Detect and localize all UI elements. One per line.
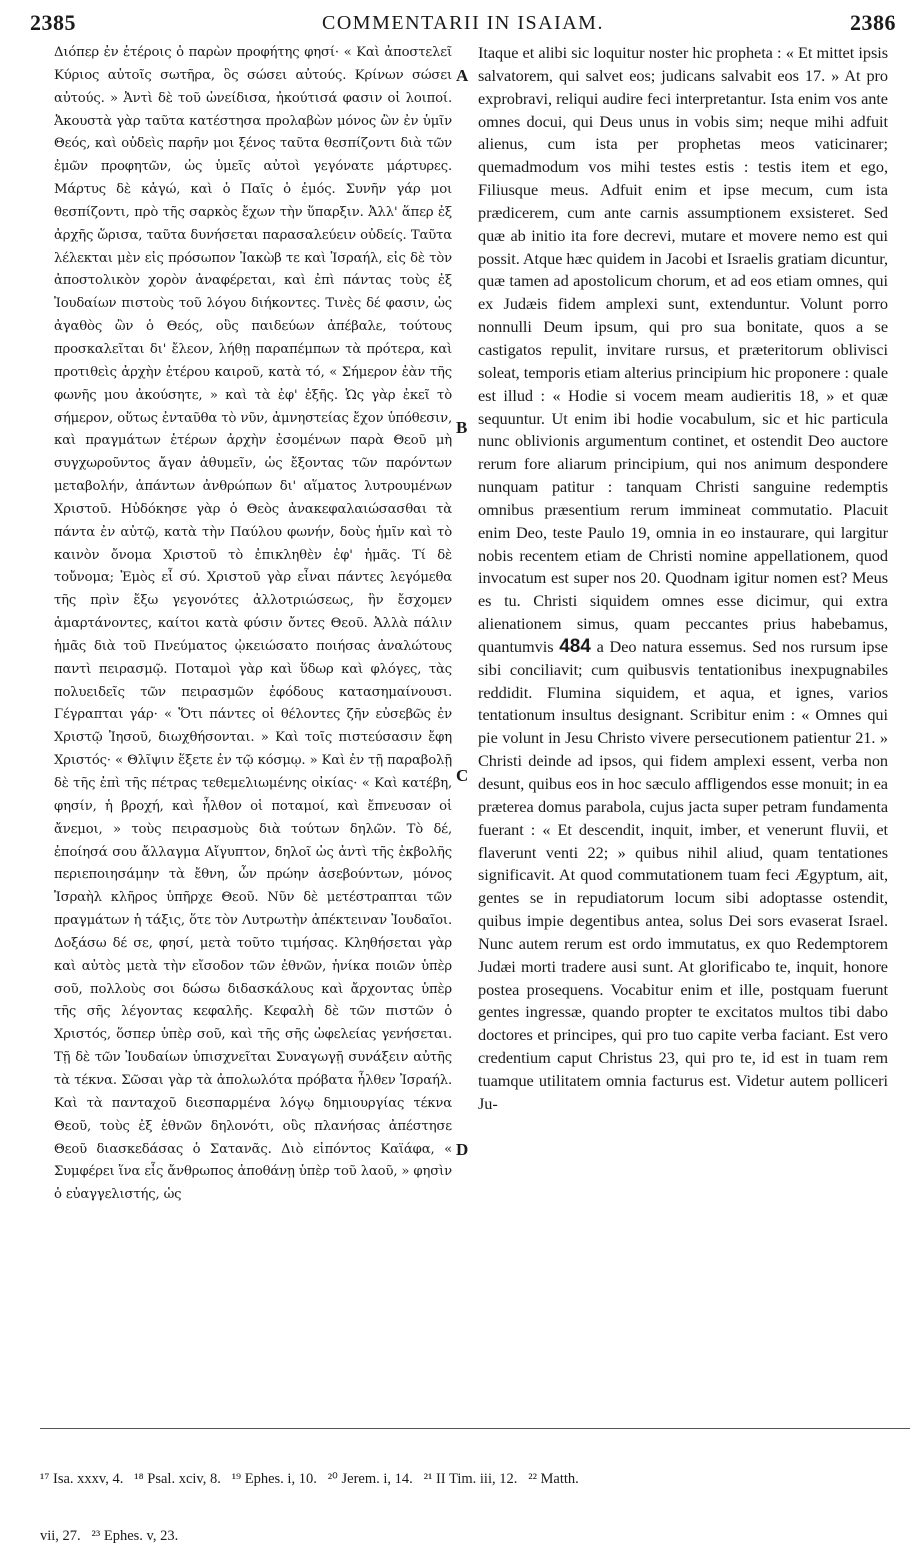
section-marker-d: D — [456, 1140, 469, 1159]
section-marker-c: C — [456, 766, 469, 785]
section-marker-a: A — [456, 66, 469, 85]
footnote-line: vii, 27. ²³ Ephes. v, 23. — [40, 1528, 179, 1544]
section-marker-b: B — [456, 418, 468, 437]
original-page-mark: 484 — [559, 635, 591, 657]
page-header — [30, 8, 896, 38]
latin-column — [478, 42, 888, 1424]
greek-column — [54, 42, 452, 1424]
page-number-left: 2385 — [30, 10, 76, 35]
greek-text: Διόπερ ἐν ἑτέροις ὁ παρὼν προφήτης φησί· « Καὶ ἀποστελεῖ Κύριος αὐτοῖς σωτῆρα, ὃς σώσει αὐτούς. Κρίνων σώσει αὐτούς. » Ἀντὶ δὲ τοῦ ὠνείδισα, ἠκούτισά φασιν οἱ λοιποί. Ἀκουστὰ γὰρ ταῦτα κατέστησα προλαβὼν μόνος ὢν ἐν ὑμῖν Θεός, καὶ οὐδεὶς παρῆν μοι ξένος ταῦτα θεσπίζοντι διὰ τῶν ἐμῶν προφητῶν, ὡς ὑμεῖς αὐτοὶ γεγόνατε μάρτυρες. Μάρτυς δὲ κἀγώ, καὶ ὁ Παῖς ὁ ἐμός. Συνῆν γάρ μοι θεσπίζοντι, πρὸ τῆς σαρκὸς ἔχων τὴν ὕπαρξιν. Ἀλλ' ἅπερ ἐξ ἀρχῆς ὥρισα, ταῦτα δυνήσεται παρασαλεύειν οὐδείς. Ταῦτα λέλεκται μὲν εἰς πρόσωπον Ἰακὼβ τε καὶ Ἰσραήλ, εἰς δὲ τὸν ἀποστολικὸν χορὸν ἀναφέρεται, καὶ ἐπὶ πάντας τοὺς ἐξ Ἰουδαίων πιστοὺς τοῦ λόγου διήκοντες. Τινὲς δέ φασιν, ὡς ἀγαθὸς ὢν ὁ Θεός, οὓς παιδεύων ἀπέβαλε, τούτους προσκαλεῖται δι' ἔλεον, λήθῃ παραπέμπων τὰ πρότερα, καὶ προτιθεὶς ἀρχὴν ἑτέρου καιροῦ, κατὰ τό, « Σήμερον ἐὰν τῆς φωνῆς μου ἀκούσητε, » καὶ τὰ ἐφ' ἑξῆς. Ὡς γὰρ ἐκεῖ τὸ σήμερον, οὕτως ἐνταῦθα τὸ νῦν, ἀμνηστείας ἔχον ὑπόθεσιν, καὶ πραγμάτων ἑτέρων ἀρχὴν ἐσομένων παρὰ Θεοῦ μὴ συγχωροῦντος ἄγαν ἀθυμεῖν, ὡς ἔξοντας τῶν παρόντων μεταβολήν, ἁπάντων ἀνθρώπων δι' αἵματος λυτρουμένων Χριστοῦ. Ηὐδόκησε γὰρ ὁ Θεὸς ἀνακεφαλαιώσασθαι τὰ πάντα ἐν αὐτῷ, κατὰ τὴν Παύλου φωνήν, δοὺς ἡμῖν καὶ τὸ καινὸν ὄνομα Χριστοῦ τὸ ἐπικληθὲν ἐφ' ἡμᾶς. Τί δὲ τοὔνομα; Ἐμὸς εἶ σύ. Χριστοῦ γὰρ εἶναι πάντες λεγόμεθα τῆς πρὶν ἔξω γεγονότες ἀλλοτριώσεως, ἣν ἔσχομεν ἁμαρτάνοντες, καίτοι κατὰ φύσιν ὄντες Θεοῦ. Ἀλλὰ πάλιν ἡμᾶς διὰ τοῦ Πνεύματος ᾠκειώσατο ποιήσας ἀναλώτους παντὶ πειρασμῷ. Ποταμοὶ γὰρ καὶ ὕδωρ καὶ φλόγες, τὰς πολυειδεῖς τῶν πειρασμῶν ἐφόδους κατασημαίνουσι. Γέγραπται γάρ· « Ὅτι πάντες οἱ θέλοντες ζῆν εὐσεβῶς ἐν Χριστῷ Ἰησοῦ, διωχθήσονται. » Καὶ τοῖς πιστεύσασιν ἔφη Χριστός· « Θλῖψιν ἕξετε ἐν τῷ κόσμῳ. » Καὶ ἐν τῇ παραβολῇ δὲ τῆς ἐπὶ τῆς πέτρας τεθεμελιωμένης οἰκίας· « Καὶ κατέβη, φησίν, ἡ βροχή, καὶ ἦλθον οἱ ποταμοί, καὶ ἔπνευσαν οἱ ἄνεμοι, » τοὺς πειρασμοὺς διὰ τούτων δηλῶν. Τὸ δέ, ἐποίησά σου ἄλλαγμα Αἴγυπτον, δηλοῖ ὡς ἀντὶ τῆς ἐκβολῆς περιεποιησάμην τὰ ἔθνη, ὧν πρώην ἀσεβούντων, μόνος Ἰσραὴλ κλῆρος ὑπῆρχε Θεοῦ. Νῦν δὲ μετέστραπται τῶν πραγμάτων ἡ τάξις, ὅτε τὸν Λυτρωτὴν ἀπέκτειναν Ἰουδαῖοι. Δοξάσω δέ σε, φησί, μετὰ τοῦτο τιμήσας. Κληθήσεται γὰρ καὶ αὐτὸς μετὰ τὴν εἴσοδον τῶν ἐθνῶν, ἡνίκα ποιῶν ὑπὲρ σοῦ, πολλοὺς σοι δώσω διδασκάλους καὶ ἄρχοντας ὑπὲρ τῆς σῆς λέγοντας κεφαλῆς. Κεφαλὴ δὲ τῶν πιστῶν ὁ Χριστός, ὅσπερ ὑπὲρ σοῦ, καὶ τῆς σῆς ὠφελείας γενήσεται. Τῇ δὲ τῶν Ἰουδαίων ὑπισχνεῖται Συναγωγῇ συνάξειν αὐτῆς τὰ τέκνα. Σῶσαι γὰρ τὰ ἀπολωλότα πρόβατα ἦλθεν Ἰσραήλ. Καὶ τὰ πανταχοῦ διεσπαρμένα λόγῳ δημιουργίας τέκνα Θεοῦ, τοὺς ἐξ ἐθνῶν δηλονότι, οὓς πλανήσας ἀπέστησε Θεοῦ διασκεδάσας ὁ Σατανᾶς. Διὸ εἰπόντος Καϊάφα, « Συμφέρει ἵνα εἷς ἄνθρωπος ἀποθάνῃ ὑπὲρ τοῦ λαοῦ, » φησὶν ὁ εὐαγγελιστής, ὡς — [54, 45, 452, 1203]
page-number-right: 2386 — [850, 10, 896, 35]
latin-text-after: a Deo natura essemus. Sed nos rursum ipse sibi conciliavit; cum quibusvis tentationibus inexpugnabiles reddidit. Flumina siquidem, et aqua, et ignes, varios tentationum insultus designant. Scribitur enim : « Omnes qui pie volunt in Jesu Christo vivere persecutionem patientur 21. » Christi deinde ad ipsos, qui fidem amplexi essent, verba non desunt, quibus eos in hoc sæculo affligendos esse monuit; in ea præterea domus parabola, cujus jacta super petram fundamenta fuerant : « Et descendit, inquit, imber, et venerunt fluvii, et flaverunt venti 22; » quibus nihil aliud, quam tentationes significavit. At quod commutationem tuam feci Ægyptum, ait, gentes se in repudiatorum locum sibi adoptasse ostendit, quibus impie degentibus antea, solus Dei sors evaserat Israel. Nunc autem rerum est ordo immutatus, ex quo Redemptorem Judæi morti tradere ausi sunt. At glorificabo te, inquit, honore postea prosequens. Vocabitur enim et ille, postquam fuerunt gentes ingressæ, quando propter te excitatos multos tibi dabo doctores et principes, qui pro tuo capite verba faciant. Est vero credentium caput Christus 23, qui pro te, id est in tuam rem tuamque utilitatem omnia facturus est. Videtur autem polliceri Ju- — [478, 636, 888, 1113]
footnote-line: ¹⁷ Isa. xxxv, 4. ¹⁸ Psal. xciv, 8. ¹⁹ Ephes. i, 10. ²⁰ Jerem. i, 14. ²¹ II Tim. iii, 12. ²² Matth. — [40, 1471, 579, 1487]
footnotes — [40, 1432, 910, 1565]
latin-text-before: Itaque et alibi sic loquitur noster hic propheta : « Et mittet ipsis salvatorem, qui salvet eos; judicans salvabit eos 17. » At pro exprobravi, reliqui audire feci interpretantur. Ista enim vos ante omnes docui, qui Deus unus in vobis sim; neque mihi adfuit alienus, cum ista per prophetas meos vaticinarer; quemadmodum vos mihi testes estis : testis item et ego, Filiusque meus. Adfuit enim et ipse mecum, cum ista prædicerem, cum ante carnis assumptionem exsisteret. Sed quæ ab initio ita fore decrevi, mutare et movere nemo est qui possit. Atque hæc quidem in Jacobi et Israelis gratiam dicuntur, quæ tamen ad apostolicum chorum, et ad eos etiam omnes, qui ex Judæis fidem amplexi sunt, extenduntur. Volunt porro nonnulli Deum ipsum, qui pro sua bonitate, quos a se castigatos repulit, invitare rursus, et præteritorum oblivisci soleat, temporis etiam alterius principium hic proponere : quale est illud : « Hodie si vocem meam audieritis 18, » et quæ sequuntur. Ut enim ibi hodie vocabulum, sic et hic particula nunc oblivionis argumentum continet, et ostendit Deo auctore rerum fore aliarum principium, qui nos animum despondere nunquam patitur : tanquam Christi sanguine redemptis omnibus præsentium rerum immineat commutatio. Placuit enim Deo, teste Paulo 19, omnia in eo instaurare, qui largitur nobis recentem etiam de Christi nomine appellationem, quod invocatum est super nos 20. Quodnam igitur nomen est? Meus es tu. Christi siquidem omnes esse dicimur, qui extra alienationem simus, quam peccantes prius habebamus, quantumvis — [478, 43, 888, 656]
latin-paragraph — [478, 42, 888, 1116]
footnote-rule — [40, 1428, 910, 1429]
running-title: COMMENTARII IN ISAIAM. — [322, 12, 604, 34]
